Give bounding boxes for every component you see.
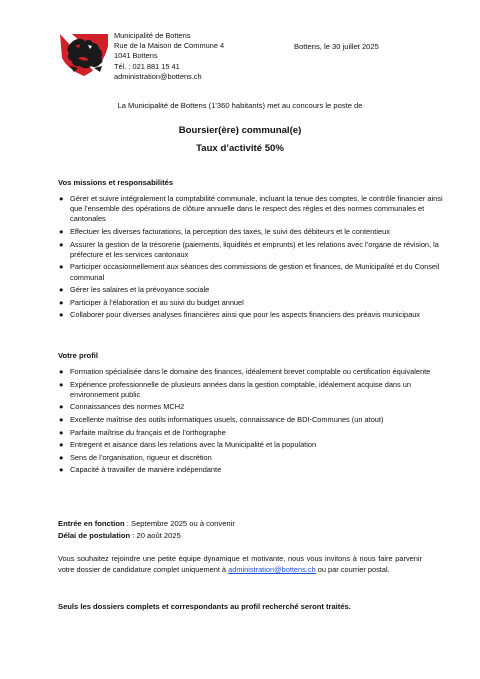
intro-text: La Municipalité de Bottens (1'360 habitants) met au concours le poste de — [117, 101, 363, 110]
profile-heading: Votre profil — [58, 351, 98, 360]
bullet-icon: ● — [59, 297, 64, 307]
application-deadline: Délai de postulation : 20 août 2025 — [58, 531, 181, 540]
list-item: ● Assurer la gestion de la trésorerie (paiements, liquidités et emprunts) et les relations avec l’organe de révision, la préfecture et les services cantonaux — [59, 239, 439, 259]
address-line: Municipalité de Bottens — [114, 31, 191, 40]
list-item: ● Excellente maîtrise des outils informatiques usuels, connaissance de BDI-Communes (un atout) — [59, 414, 384, 424]
bottens-coat-of-arms-icon — [58, 32, 110, 78]
email-link[interactable]: administration@bottens.ch — [228, 564, 316, 574]
list-item: ● Formation spécialisée dans le domaine des finances, idéalement brevet comptable ou certification équivalente — [59, 367, 431, 376]
list-item: ● Entregent et aisance dans les relations avec la Municipalité et la population — [59, 440, 317, 450]
list-item: ● Parfaite maîtrise du français et de l’orthographe — [59, 427, 226, 437]
bullet-icon: ● — [59, 262, 64, 272]
list-item: ● Connaissances des normes MCH2 — [59, 402, 185, 412]
bullet-icon: ● — [59, 379, 64, 389]
bullet-icon: ● — [59, 452, 64, 462]
bullet-icon: ● — [59, 367, 64, 376]
bullet-icon: ● — [59, 427, 64, 437]
list-item: ● Collaborer pour diverses analyses financières ainsi que pour les aspects financiers des préavis municipaux — [59, 310, 421, 320]
phone-line: Tél. : 021 881 15 41 — [114, 61, 180, 71]
bullet-icon: ● — [59, 310, 64, 320]
list-item: ● Gérer et suivre intégralement la comptabilité communale, incluant la tenue des comptes, le contrôle financier ainsi que l’ensemble des opérations de clôture annuelle dans le respect des règles et des normes communales et cantonales — [59, 194, 443, 224]
list-item: ● Participer occasionnellement aux séances des commissions de gestion et finances, de Municipalité et du Conseil communal — [59, 262, 440, 282]
list-item: ● Participer à l’élaboration et au suivi du budget annuel — [59, 297, 244, 307]
list-item: ● Effectuer les diverses facturations, la perception des taxes, le suivi des débiteurs et le contentieux — [59, 227, 390, 236]
bullet-icon: ● — [59, 227, 64, 236]
missions-heading: Vos missions et responsabilités — [58, 178, 174, 187]
profile-list — [58, 367, 453, 478]
bullet-icon: ● — [59, 440, 64, 450]
bullet-icon: ● — [59, 285, 64, 295]
letter-date: Bottens, le 30 juillet 2025 — [294, 42, 379, 51]
list-item: ● Expérience professionnelle de plusieurs années dans la gestion comptable, idéalement acquise dans un environnement public — [59, 379, 412, 399]
final-note: Seuls les dossiers complets et correspondants au profil recherché seront traités. — [58, 602, 351, 611]
start-date: Entrée en fonction : Septembre 2025 ou à convenir — [58, 519, 235, 528]
list-item: ● Sens de l’organisation, rigueur et discrétion — [59, 452, 212, 462]
address-line: Rue de la Maison de Commune 4 — [114, 41, 225, 51]
activity-rate: Taux d’activité 50% — [196, 143, 284, 154]
email-line: administration@bottens.ch — [114, 71, 202, 81]
address-line: 1041 Bottens — [114, 51, 158, 61]
bullet-icon: ● — [59, 194, 64, 203]
job-title: Boursier(ère) communal(e) — [178, 125, 302, 136]
missions-list — [58, 194, 453, 323]
bullet-icon: ● — [59, 465, 64, 475]
municipality-address — [114, 31, 224, 82]
list-item: ● Capacité à travailler de manière indépendante — [59, 465, 222, 475]
bullet-icon: ● — [59, 402, 64, 412]
application-paragraph: Vous souhaitez rejoindre une petite équipe dynamique et motivante, nous vous invitons à nous faire parvenir votre dossier de candidature complet uniquement à administration@bottens.ch ou par courrier postal. — [58, 554, 422, 574]
bullet-icon: ● — [59, 414, 64, 424]
list-item: ● Gérer les salaires et la prévoyance sociale — [59, 285, 210, 295]
bullet-icon: ● — [59, 239, 64, 249]
